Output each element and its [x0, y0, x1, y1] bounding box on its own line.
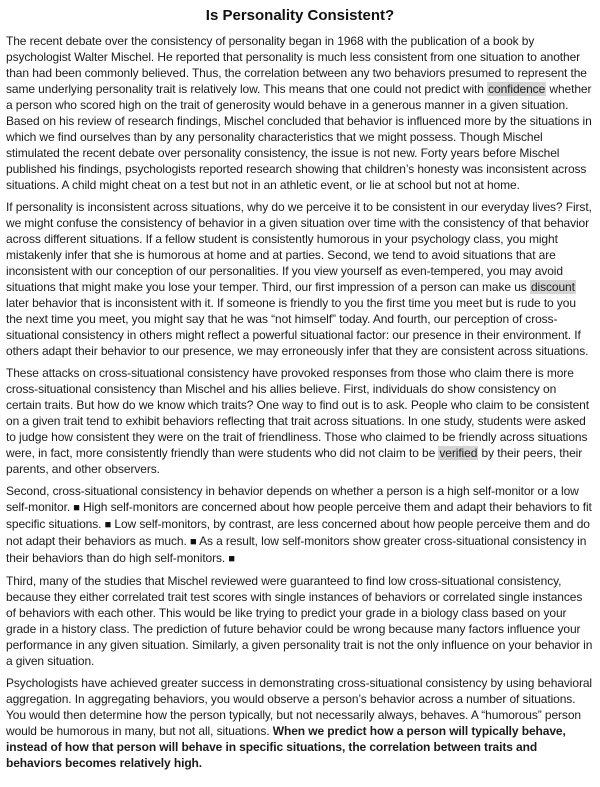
paragraph-6: [6, 675, 594, 771]
text-segment: If personality is inconsistent across situations, why do we perceive it to be consistent in our everyday lives? First, we might confuse the consistency of behavior in a given situation over time with the consistency of that behavior across different situations. If a fellow student is consistently humorous in your psychology class, you might mistakenly infer that she is humorous at home and at parties. Second, we tend to avoid situations that are inconsistent with our conception of our personalities. If you view yourself as even-tempered, you may avoid situations that might make you lose your temper. Third, our first impression of a person can make us: [6, 200, 592, 294]
paragraph-1: [6, 33, 594, 193]
paragraph-4: [6, 483, 594, 567]
insert-point-square-icon[interactable]: ■: [228, 553, 235, 565]
insert-point-square-icon[interactable]: ■: [104, 519, 112, 531]
paragraph-3: [6, 365, 594, 477]
insert-point-square-icon[interactable]: ■: [73, 502, 80, 514]
text-segment: As a result, low self-monitors show greater cross-situational consistency in their behaviors than do high self-monitors.: [6, 534, 587, 565]
text-segment: Third, many of the studies that Mischel reviewed were guaranteed to find low cross-situational consistency, because they either correlated trait test scores with single instances of behaviors or correlated single instances of behaviors with each other. This would be like trying to predict your grade in a biology class based on your grade in a history class. The prediction of future behavior could be wrong because many factors influence your performance in any given situation. Similarly, a given personality trait is not the only influence on your behavior in a given situation.: [6, 574, 593, 668]
text-segment: Low self-monitors, by contrast, are less concerned about how people perceive them and do not adapt their behaviors as much.: [6, 517, 590, 548]
highlighted-word: verified: [439, 446, 478, 460]
paragraph-2: [6, 199, 594, 359]
text-segment: later behavior that is inconsistent with it. If someone is friendly to you the first time you meet but is rude to you the next time you meet, you might say that he was “not himself” today. And fourth, our perception of cross-situational consistency in others might reflect a powerful situational factor: our presence in their environment. If others adapt their behavior to our presence, we may erroneously infer that they are consistent across situations.: [6, 296, 589, 358]
text-segment: Psychologists have achieved greater success in demonstrating cross-situational consistency by using behavioral aggregation. In aggregating behaviors, you would observe a person’s behavior across a number of situations. You would then determine how the person typically, but not necessarily always, behaves. A “humorous” person would be humorous in many, but not all, situations.: [6, 676, 592, 738]
passage-title: Is Personality Consistent?: [205, 7, 395, 24]
insert-point-square-icon[interactable]: ■: [189, 536, 197, 548]
bold-emphasis-text: When we predict how a person will typically behave, instead of how that person will behave in specific situations, the correlation between traits and behaviors becomes relatively high.: [6, 724, 566, 770]
text-segment: High self-monitors are concerned about how people perceive them and adapt their behaviors to fit specific situations.: [6, 500, 592, 531]
text-segment: The recent debate over the consistency of personality began in 1968 with the publication of a book by psychologist Walter Mischel. He reported that personality is much less consistent from one situation to another than had been commonly believed. Thus, the correlation between any two behaviors presumed to represent the same underlying personality trait is relatively low. This means that one could not predict with: [6, 34, 587, 96]
passage-body: [6, 33, 594, 771]
text-segment: whether a person who scored high on the trait of generosity would behave in a generous manner in a given situation. Based on his review of research findings, Mischel concluded that behavior is influenced more by the situations in which we find ourselves than by any personality characteristics that we might possess. Though Mischel stimulated the recent debate over personality consistency, the issue is not new. Forty years before Mischel published his findings, psychologists reported research showing that children’s honesty was inconsistent across situations. A child might cheat on a test but not in an athletic event, or lie at school but not at home.: [6, 82, 592, 192]
text-segment: These attacks on cross-situational consistency have provoked responses from those who claim there is more cross-situational consistency than Mischel and his allies believe. First, individuals do show consistency on certain traits. But how do we know which traits? One way to find out is to ask. People who claim to be consistent on a given trait tend to exhibit behaviors reflecting that trait across situations. In one study, students were asked to judge how consistent they were on the trait of friendliness. Those who claimed to be friendly across situations were, in fact, more consistently friendly than were students who did not claim to be: [6, 366, 589, 460]
highlighted-word: confidence: [488, 82, 546, 96]
text-segment: by their peers, their parents, and other observers.: [6, 446, 583, 476]
paragraph-5: [6, 573, 594, 669]
highlighted-word: discount: [530, 280, 575, 294]
text-segment: Second, cross-situational consistency in behavior depends on whether a person is a high self-monitor or a low self-monitor.: [6, 484, 579, 514]
